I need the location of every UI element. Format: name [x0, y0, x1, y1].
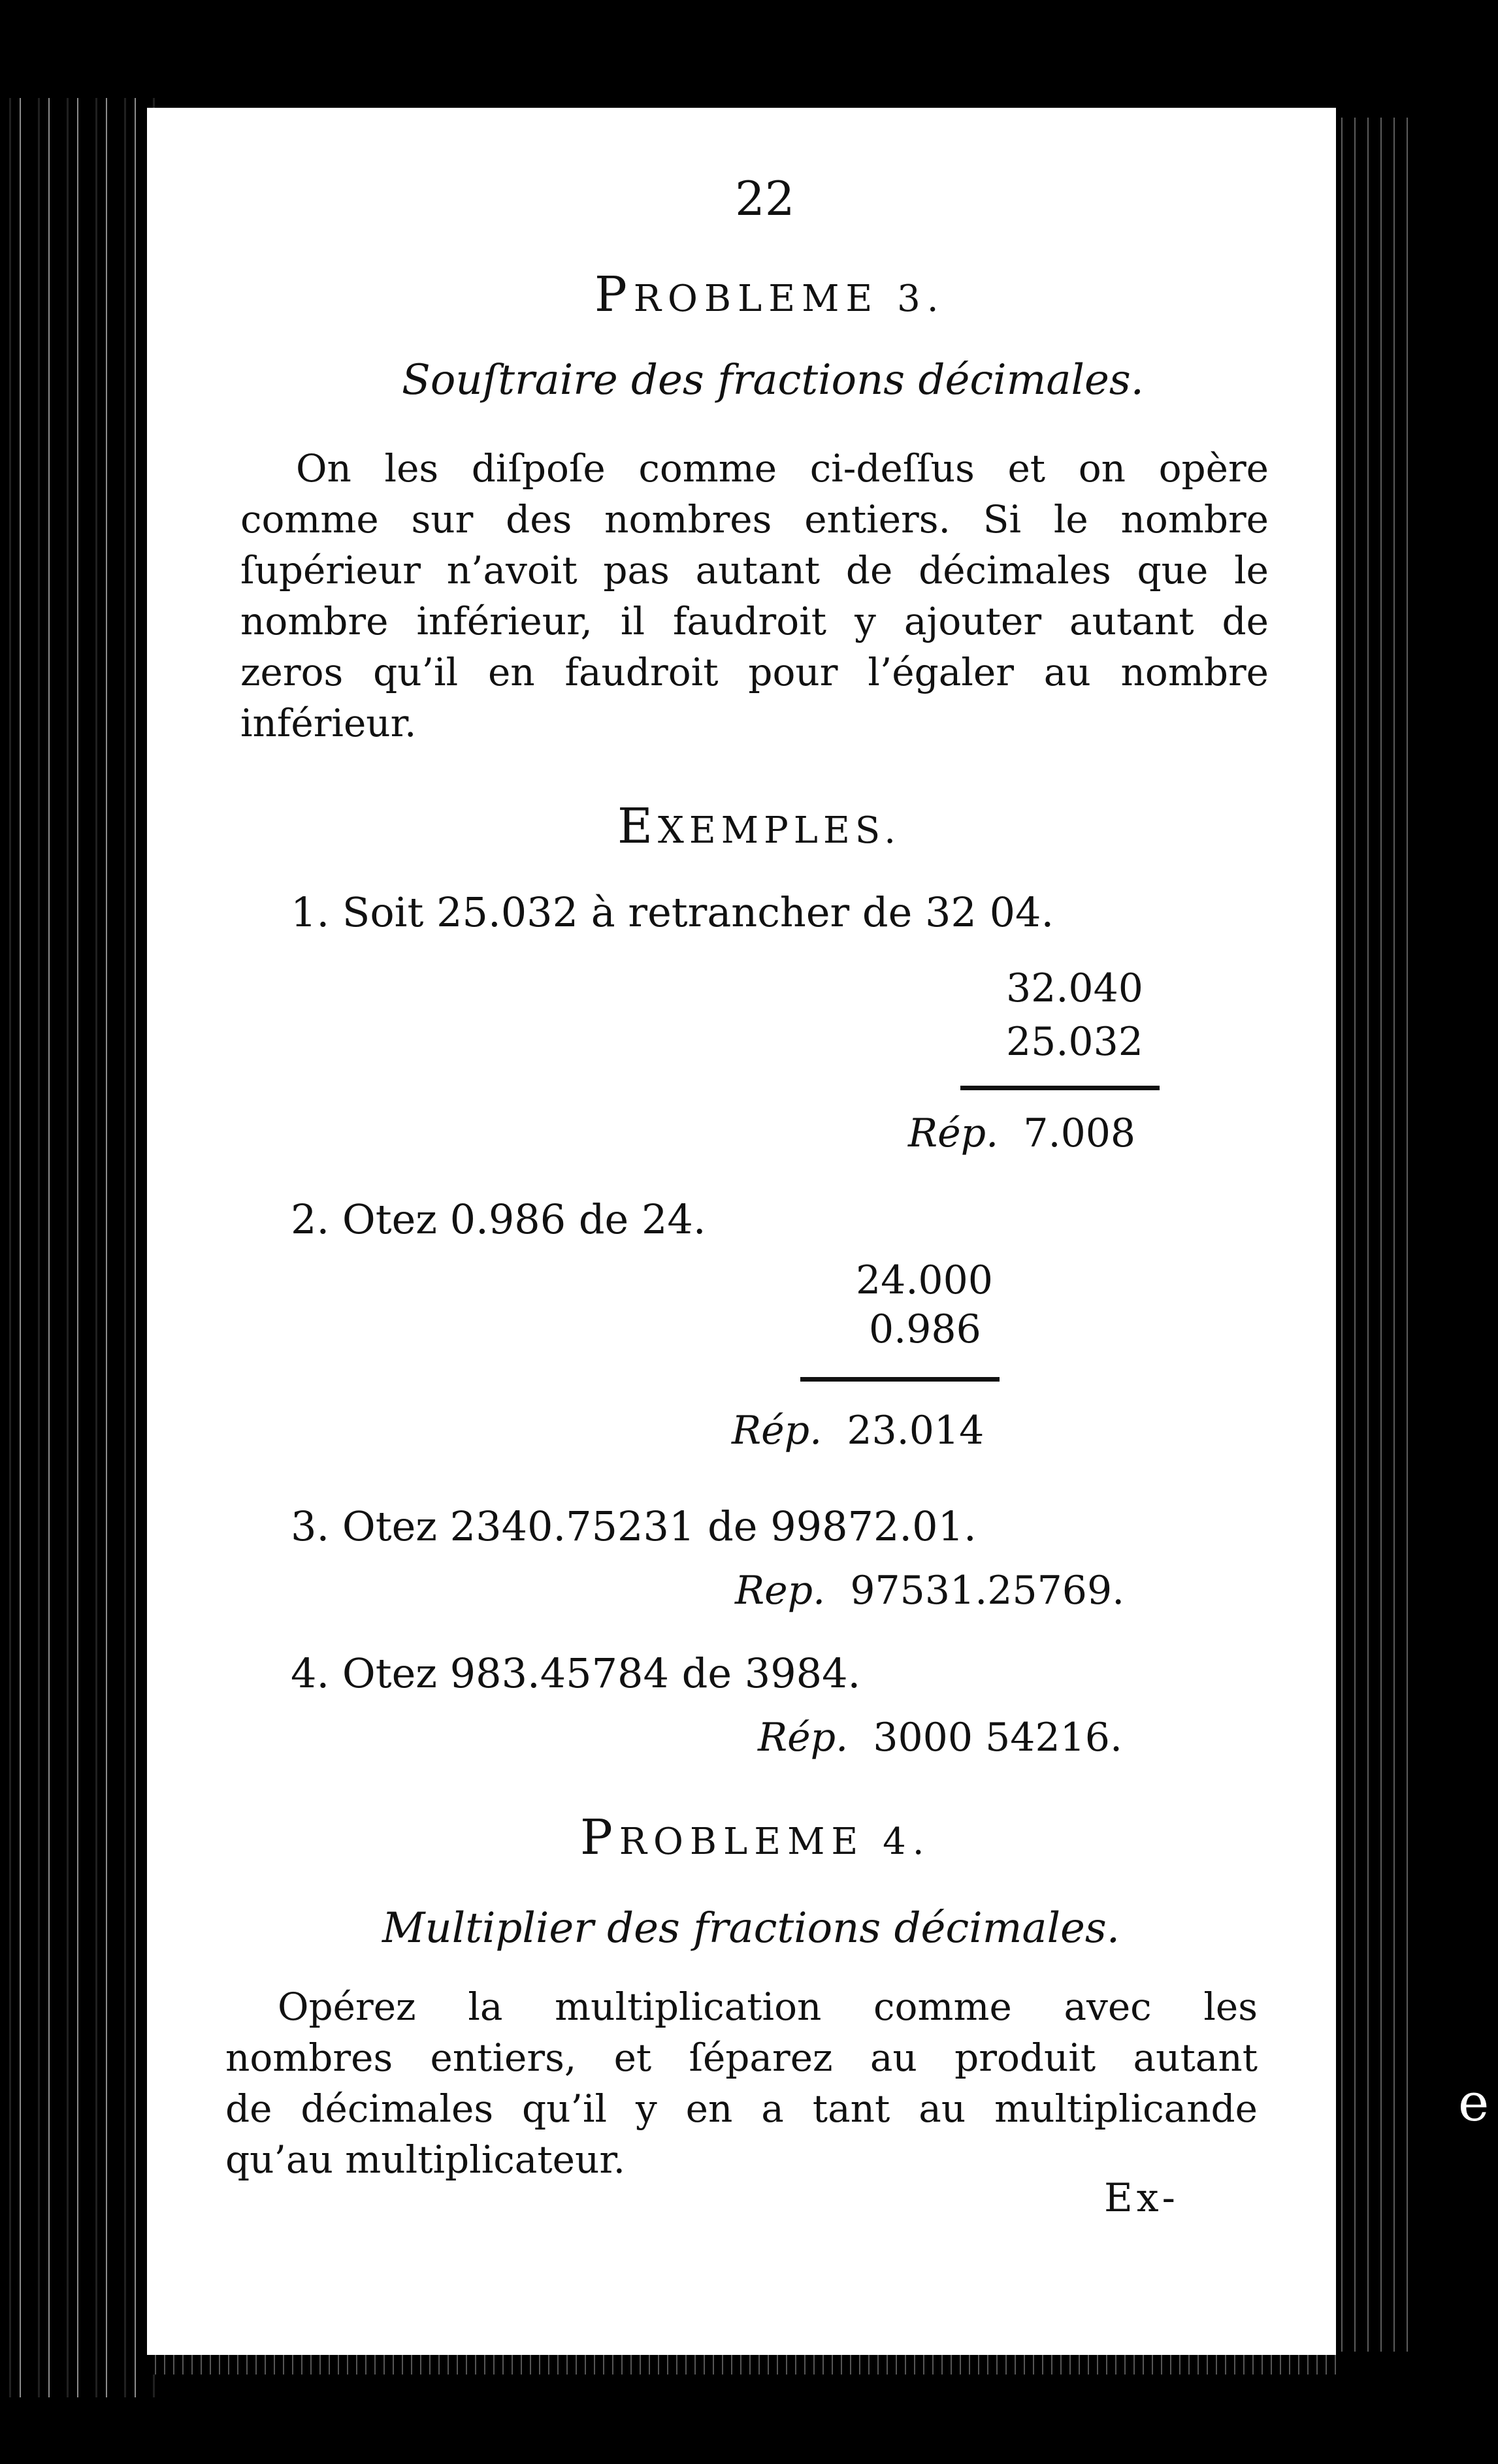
example-3-answer	[735, 1568, 1124, 1613]
example-1-text: 1. Soit 25.032 à retrancher de 32 04.	[291, 888, 1054, 936]
example-1-minuend: 32.040	[1006, 965, 1143, 1011]
catchword: Ex-	[1104, 2175, 1179, 2221]
problem-4-subtitle: Multiplier des fractions décimales.	[382, 1904, 1120, 1953]
paragraph-line: inférieur.	[240, 701, 417, 745]
paragraph-line: comme sur des nombres entiers. Si le nombre	[240, 497, 1269, 542]
problem-3-paragraph	[240, 443, 1269, 749]
answer-label: Rep.	[735, 1568, 826, 1613]
example-2-text: 2. Otez 0.986 de 24.	[291, 1195, 706, 1243]
examples-heading: EXEMPLES.	[617, 798, 902, 854]
answer-value: 3000 54216.	[873, 1715, 1123, 1760]
answer-value: 7.008	[1023, 1110, 1136, 1156]
example-2-minuend: 24.000	[856, 1257, 993, 1303]
answer-value: 97531.25769.	[850, 1568, 1125, 1613]
example-4-text: 4. Otez 983.45784 de 3984.	[291, 1649, 861, 1697]
left-page-edge	[0, 98, 163, 2397]
paragraph-line: zeros qu’il en faudroit pour l’égaler au nombre	[240, 650, 1269, 694]
right-page-stack	[1336, 118, 1414, 2352]
page-number: 22	[735, 171, 795, 226]
example-4-answer	[758, 1715, 1122, 1760]
example-1-rule	[960, 1086, 1160, 1090]
answer-value: 23.014	[847, 1408, 985, 1453]
paragraph-line: qu’au multiplicateur.	[225, 2137, 626, 2182]
paragraph-line: de décimales qu’il y en a tant au multiplicande	[225, 2086, 1258, 2131]
paragraph-line: nombre inférieur, il faudroit y ajouter autant de	[240, 599, 1269, 643]
problem-3-subtitle: Souſtraire des fractions décimales.	[402, 356, 1144, 404]
paragraph-line: Opérez la multiplication comme avec les	[278, 1985, 1258, 2029]
example-2-subtrahend: 0.986	[869, 1306, 981, 1352]
paragraph-line: ſupérieur n’avoit pas autant de décimales que le	[240, 548, 1269, 592]
example-2-rule	[800, 1377, 1000, 1382]
adjacent-page-letter: e	[1458, 2072, 1490, 2133]
example-3-text: 3. Otez 2340.75231 de 99872.01.	[291, 1502, 977, 1550]
example-2-answer	[732, 1408, 984, 1453]
answer-label: Rép.	[758, 1715, 849, 1760]
answer-label: Rép.	[908, 1110, 999, 1156]
example-1-answer	[908, 1110, 1135, 1156]
problem-3-heading: PROBLEME 3.	[594, 267, 945, 323]
paragraph-line: On les diſpoſe comme ci-deſſus et on opère	[296, 446, 1269, 491]
page-bottom-edge	[147, 2355, 1336, 2375]
example-1-subtrahend: 25.032	[1006, 1019, 1143, 1065]
problem-4-paragraph	[225, 1981, 1258, 2185]
answer-label: Rép.	[732, 1408, 822, 1453]
problem-4-heading: PROBLEME 4.	[580, 1809, 931, 1866]
paragraph-line: nombres entiers, et ſéparez au produit autant	[225, 2035, 1258, 2080]
